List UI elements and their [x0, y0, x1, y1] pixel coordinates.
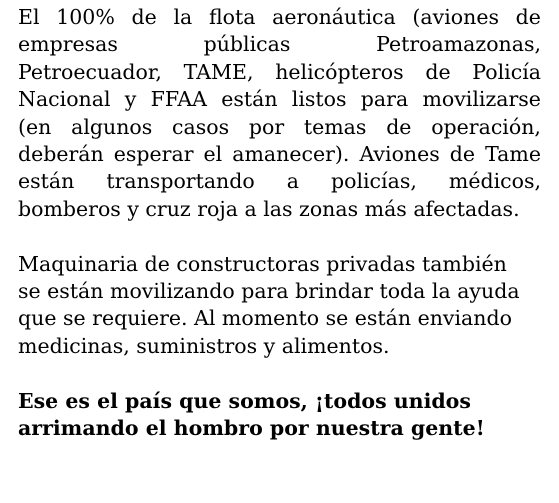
paragraph-closing-statement	[18, 388, 541, 443]
text-line: Ese es el país que somos, ¡todos unidos	[18, 388, 471, 413]
paragraph-fleet	[18, 4, 541, 223]
text-line: Maquinaria de constructoras privadas también	[18, 251, 507, 276]
text-line: que se requiere. Al momento se están enviando	[18, 306, 512, 331]
text-line: (en algunos casos por temas de operación,	[18, 114, 541, 139]
document-body	[18, 4, 541, 442]
text-line: bomberos y cruz roja a las zonas más afectadas.	[18, 196, 520, 221]
text-line: Petroecuador, TAME, helicópteros de Policía	[18, 59, 541, 84]
text-line: Nacional y FFAA están listos para movilizarse	[18, 87, 541, 112]
text-line: se están movilizando para brindar toda la ayuda	[18, 279, 520, 304]
text-line: empresas públicas Petroamazonas,	[18, 32, 541, 57]
text-line: arrimando el hombro por nuestra gente!	[18, 416, 485, 441]
text-line: deberán esperar el amanecer). Aviones de Tame	[18, 142, 541, 167]
text-line: medicinas, suministros y alimentos.	[18, 333, 390, 358]
text-line: El 100% de la flota aeronáutica (aviones de	[18, 5, 541, 29]
paragraph-machinery	[18, 251, 541, 361]
text-line: están transportando a policías, médicos,	[18, 169, 541, 194]
